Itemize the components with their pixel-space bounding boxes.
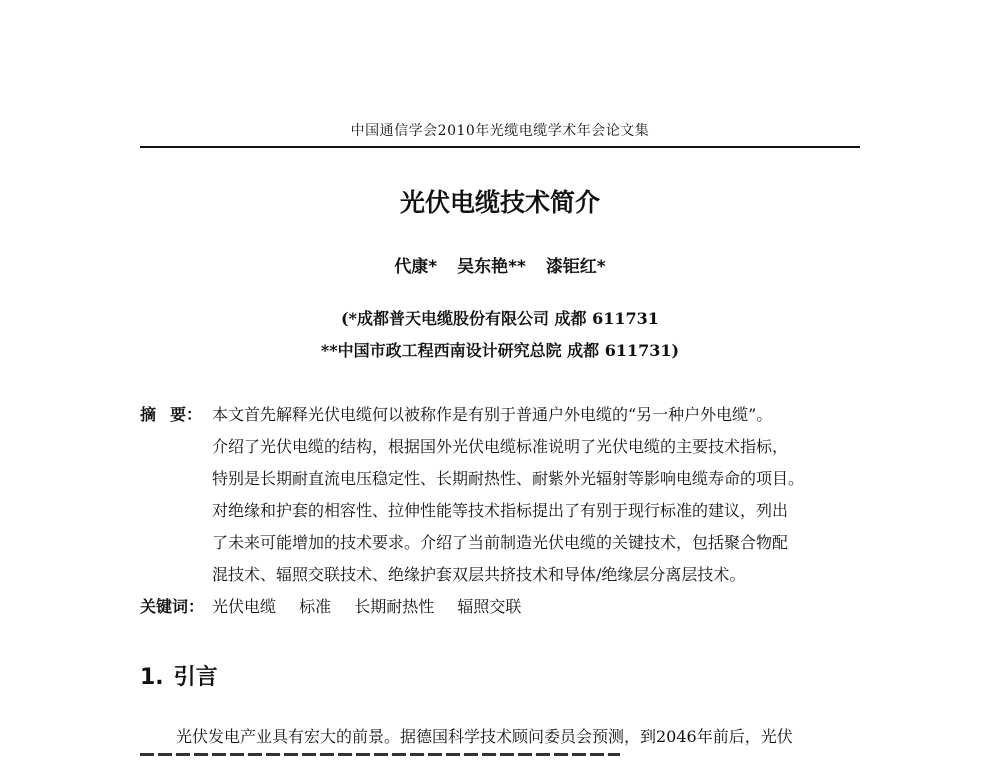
keyword: 辐照交联 [457, 597, 522, 616]
section-title: 引言 [173, 665, 218, 690]
abstract-line: 了未来可能增加的技术要求。介绍了当前制造光伏电缆的关键技术，包括聚合物配 [212, 533, 789, 552]
abstract-label-part: 摘 [140, 405, 157, 424]
keyword: 光伏电缆 [212, 597, 277, 616]
abstract-line: 对绝缘和护套的相容性、拉伸性能等技术指标提出了有别于现行标准的建议，列出 [212, 501, 789, 520]
keywords-list [212, 594, 539, 617]
keyword: 长期耐热性 [354, 597, 435, 616]
body-text-line: 光伏发电产业具有宏大的前景。据德国科学技术顾问委员会预测，到2046年前后，光伏 [176, 727, 793, 746]
abstract-line: 特别是长期耐直流电压稳定性、长期耐热性、耐紫外光辐射等影响电缆寿命的项目。 [212, 469, 805, 488]
author-name: 代康* [394, 257, 438, 277]
author-name: 吴东艳** [457, 257, 526, 277]
affiliation: (*成都普天电缆股份有限公司 成都 611731 [341, 309, 659, 328]
header-rule [140, 146, 860, 148]
cropped-text-line [140, 752, 620, 760]
running-header: 中国通信学会2010年光缆电缆学术年会论文集 [350, 123, 650, 139]
keyword: 标准 [299, 597, 332, 616]
abstract-line: 介绍了光伏电缆的结构，根据国外光伏电缆标准说明了光伏电缆的主要技术指标， [212, 437, 789, 456]
abstract-line: 本文首先解释光伏电缆何以被称作是有别于普通户外电缆的“另一种户外电缆”。 [212, 405, 773, 424]
author-name: 漆钜红* [545, 257, 606, 277]
section-heading [140, 660, 218, 691]
author-list [140, 252, 860, 277]
abstract-label [140, 402, 202, 425]
affiliation: **中国市政工程西南设计研究总院 成都 611731) [320, 341, 680, 360]
section-number: 1. [140, 665, 164, 690]
paper-title: 光伏电缆技术简介 [399, 188, 600, 217]
abstract-label-part: 要： [170, 405, 203, 424]
abstract-line: 混技术、辐照交联技术、绝缘护套双层共挤技术和导体/绝缘层分离层技术。 [212, 565, 746, 584]
keywords-label: 关键词： [140, 597, 205, 616]
